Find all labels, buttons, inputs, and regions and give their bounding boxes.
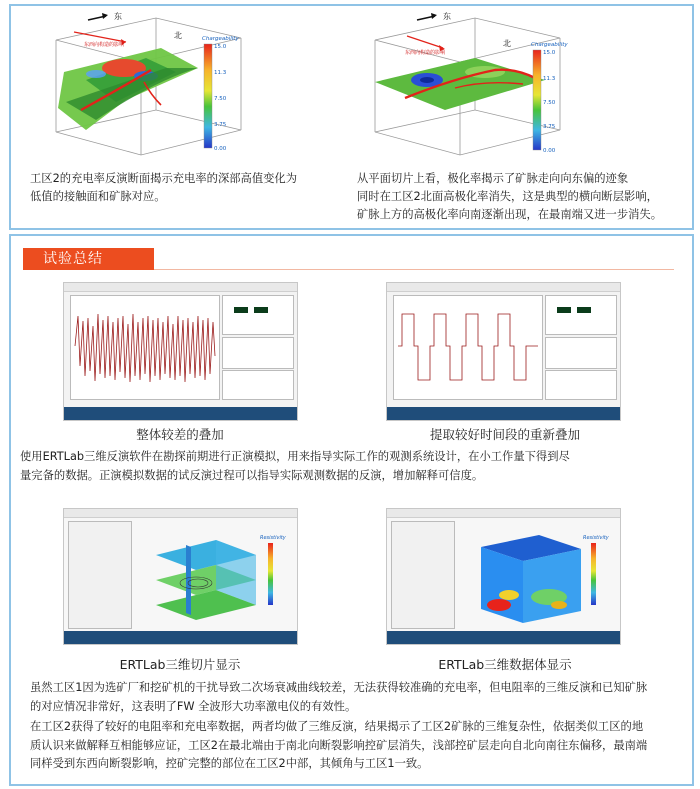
volume-view [459,525,609,625]
chargeability-section-figure [26,10,266,160]
selected-stacking-caption: 提取较好时间段的重新叠加 [429,427,580,442]
readout-block [577,307,591,313]
readout-block [254,307,268,313]
colorbar-tick: 3.75 [543,124,556,130]
colorbar-tick: 15.0 [214,44,227,50]
taskbar [387,631,620,644]
taskbar [64,631,297,644]
colorbar-tick: 7.50 [543,100,556,106]
colorbar-tick: 3.75 [214,122,227,128]
menu-bar [387,509,620,518]
settings-panel [545,295,617,335]
menu-bar [64,509,297,518]
north-label: 北 [174,31,182,40]
forward-modeling-paragraph: 使用ERTLab三维反演软件在勘探前期进行正演模拟，用来指导实际工作的观测系统设计，在小工作量下得到尽 量完备的数据。正演模拟数据的试反演过程可以指导实际观测数据的反演，增加解释可信度。 [20,450,570,482]
colorbar-tick: 7.50 [214,96,227,102]
colorbar-title: Resistivity [260,535,286,541]
east-label: 东 [114,12,122,21]
structure-annotation: 东西向构造的影响 [84,42,125,48]
overall-stacking-caption: 整体较差的叠加 [136,427,224,442]
layer-tree-panel [68,521,132,629]
waveform-chart [394,296,542,399]
ertlab-slice-screenshot [63,508,298,645]
left-figure-caption: 工区2的充电率反演断面揭示充电率的深部高值变化为 低值的接触面和矿脉对应。 [30,172,298,203]
colorbar-tick: 15.0 [543,50,556,56]
slice-display-caption: ERTLab三维切片显示 [119,657,241,672]
waveform-plot [70,295,220,400]
section-title: 试验总结 [23,248,154,270]
colorbar-title: Chargeability [202,36,239,42]
east-label: 东 [443,12,451,21]
waveform-chart [71,296,219,399]
volume-display-caption: ERTLab三维数据体显示 [438,657,572,672]
taskbar [387,407,620,420]
north-label: 北 [503,39,511,48]
spectrum-plot [222,370,294,400]
stacking-screenshot-overall [63,282,298,421]
readout-block [557,307,571,313]
slice-view [136,525,286,625]
layer-tree-panel [391,521,455,629]
menu-bar [64,283,297,292]
colorbar-title: Chargeability [531,42,568,48]
area2-conclusion-paragraph: 在工区2获得了较好的电阻率和充电率数据，两者均做了三维反演，结果揭示了工区2矿脉的三维复杂性，依据类似工区的地 质认识来做解释互相能够应证，工区2在最北端由于南北向断裂影响控矿层消失，浅部控矿层走向自北向南往东偏移，最南端 同样受到东西向断裂影响，控矿完整的部位在工区2中部，其倾角与工区1一致。 [30,720,648,770]
section-title-rule [154,269,674,270]
area1-conclusion-paragraph: 虽然工区1因为选矿厂和挖矿机的干扰导致二次场衰减曲线较差，无法获得较准确的充电率，但电阻率的三维反演和已知矿脉 的对应情况非常好，这表明了FW 全波形大功率激电仪的有效性。 [30,681,648,713]
ertlab-volume-screenshot [386,508,621,645]
colorbar-tick: 11.3 [543,76,556,82]
decay-plot [222,337,294,369]
colorbar-tick: 11.3 [214,70,227,76]
chargeability-plan-slice-figure [345,10,585,160]
waveform-plot [393,295,543,400]
menu-bar [387,283,620,292]
readout-block [234,307,248,313]
taskbar [64,407,297,420]
colorbar-tick: 0.00 [543,148,556,154]
colorbar-title: Resistivity [583,535,609,541]
decay-plot [545,337,617,369]
colorbar-tick: 0.00 [214,146,227,152]
stacking-screenshot-selected [386,282,621,421]
settings-panel [222,295,294,335]
right-figure-caption: 从平面切片上看，极化率揭示了矿脉走向向东偏的迹象 同时在工区2北面高极化率消失，这是典型的横向断层影响， 矿脉上方的高极化率向南逐渐出现，在最南端又进一步消失。 [357,172,663,221]
spectrum-plot [545,370,617,400]
structure-annotation: 东西向构造的影响 [405,50,446,56]
